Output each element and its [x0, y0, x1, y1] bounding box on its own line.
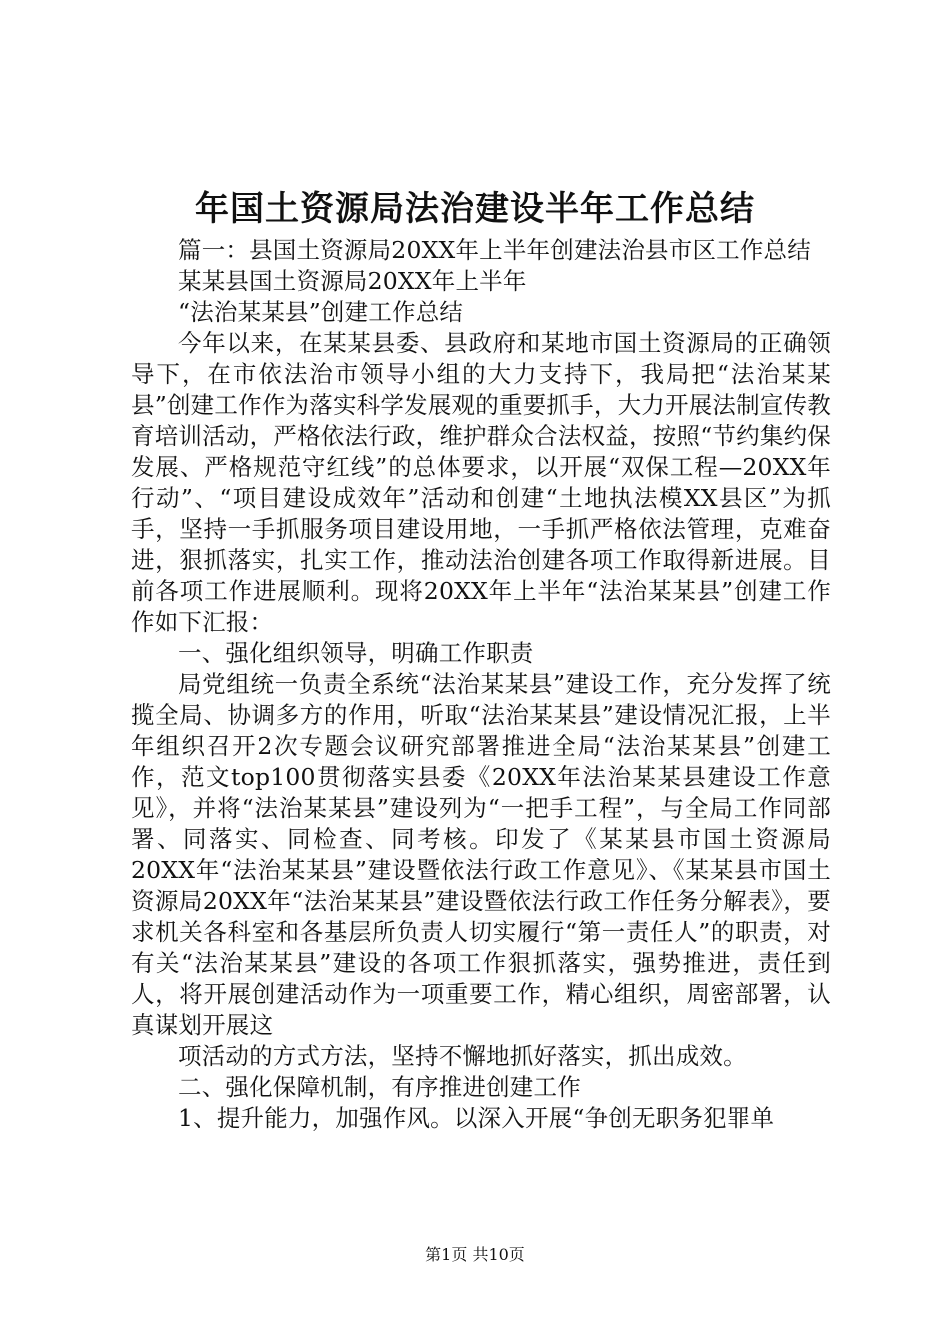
paragraph-intro: 今年以来，在某某县委、县政府和某地市国土资源局的正确领导下，在市依法治市领导小组的大力支持下，我局把“法治某某县”创建工作作为落实科学发展观的重要抓手，大力开展法制宣传教育培训活动，严格依法行政，维护群众合法权益，按照“节约集约保发展、严格规范守红线”的总体要求，以开展“双保工程—20XX年行动”、“项目建设成效年”活动和创建“土地执法模XX县区”为抓手，坚持一手抓服务项目建设用地，一手抓严格依法管理，克难奋进，狠抓落实，扎实工作，推动法治创建各项工作取得新进展。目前各项工作进展顺利。现将20XX年上半年“法治某某县”创建工作作如下汇报： — [131, 329, 831, 636]
page-footer: 第1页 共10页 — [425, 1245, 525, 1264]
page-title: 年国土资源局法治建设半年工作总结 — [195, 189, 755, 229]
paragraph-subtitle-line-1: 某某县国土资源局20XX年上半年 — [178, 267, 527, 295]
paragraph-heading-1: 一、强化组织领导，明确工作职责 — [178, 639, 534, 667]
document-body — [131, 235, 831, 1134]
paragraph-item-1: 1、提升能力，加强作风。以深入开展“争创无职务犯罪单 — [178, 1104, 775, 1132]
paragraph-heading-2: 二、强化保障机制，有序推进创建工作 — [178, 1073, 581, 1101]
paragraph-subtitle-line-2: “法治某某县”创建工作总结 — [178, 298, 464, 326]
paragraph-body-1: 局党组统一负责全系统“法治某某县”建设工作，充分发挥了统揽全局、协调多方的作用，听取“法治某某县”建设情况汇报，上半年组织召开2次专题会议研究部署推进全局“法治某某县”创建工作，范文top100贯彻落实县委《20XX年法治某某县建设工作意见》，并将“法治某某县”建设列为“一把手工程”，与全局工作同部署、同落实、同检查、同考核。印发了《某某县市国土资源局20XX年“法治某某县”建设暨依法行政工作意见》、《某某县市国土资源局20XX年“法治某某县”建设暨依法行政工作任务分解表》，要求机关各科室和各基层所负责人切实履行“第一责任人”的职责，对有关“法治某某县”建设的各项工作狠抓落实，强势推进，责任到人，将开展创建活动作为一项重要工作，精心组织，周密部署，认真谋划开展这 — [131, 670, 831, 1039]
paragraph-section-heading: 篇一：县国土资源局20XX年上半年创建法治县市区工作总结 — [178, 236, 811, 264]
paragraph-body-1-continued: 项活动的方式方法，坚持不懈地抓好落实，抓出成效。 — [178, 1042, 747, 1070]
